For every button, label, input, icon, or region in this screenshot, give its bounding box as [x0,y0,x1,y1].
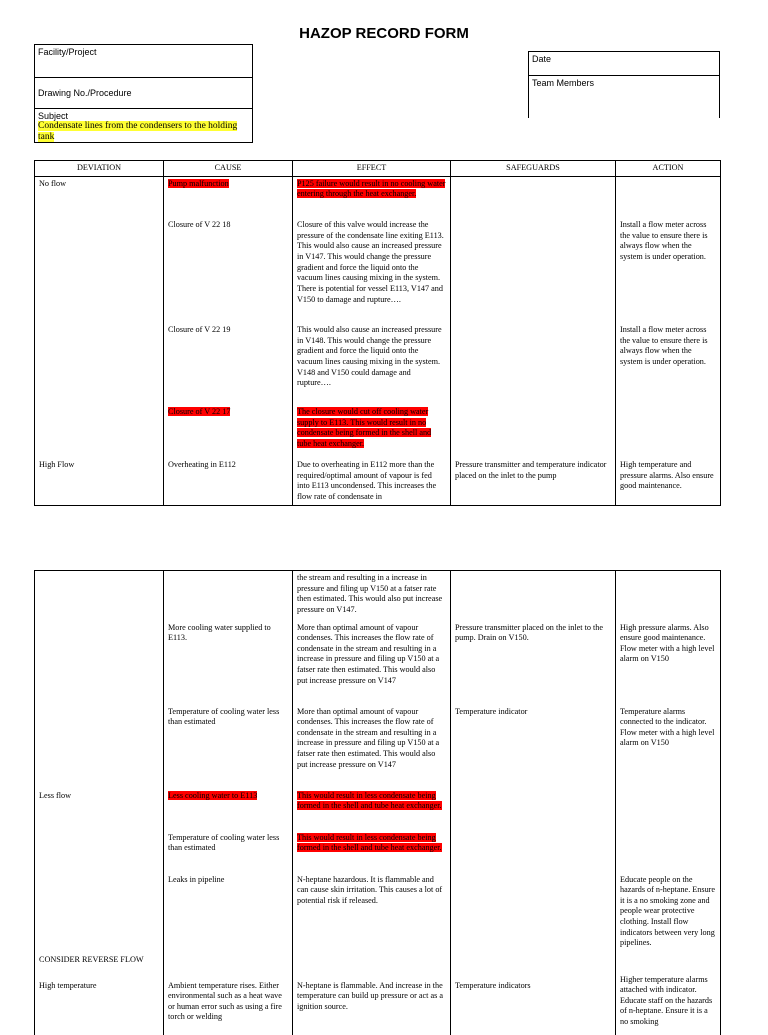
subject-value: Condensate lines from the condensers to the holding tank [38,121,238,142]
safeguards-cell [451,405,616,458]
table-row [35,705,721,789]
effect-cell: More than optimal amount of vapour condenses. This increases the flow rate of condensate in the stream and resulting in a increase in pressure and filing up V150 at a fatser rate then estimated. This would also put increase pressure on V147 [293,621,451,705]
safeguards-cell [451,218,616,323]
deviation-cell: High temperature [35,973,164,1035]
team-members-label: Team Members [532,78,595,88]
safeguards-cell: Temperature indicators [451,973,616,1035]
table-header-row [35,161,721,177]
action-cell: Temperature alarms connected to the indicator. Flow meter with a high level alarm on V150 [616,705,721,789]
cause-cell [164,571,293,621]
cause-cell: Closure of V 22 19 [164,323,293,405]
table-row [35,973,721,1035]
cause-cell: Closure of V 22 17 [164,405,293,458]
column-header: DEVIATION [35,161,164,177]
deviation-cell [35,831,164,873]
column-header: EFFECT [293,161,451,177]
deviation-cell: High Flow [35,458,164,505]
cause-cell: More cooling water supplied to E113. [164,621,293,705]
hazop-table-1 [34,160,721,506]
action-cell: Educate people on the hazards of n-heptane. Ensure it is a no smoking zone and people wear protective clothing. Install flow indicators between very long pipelines. [616,873,721,953]
effect-cell: This would result in less condensate being formed in the shell and tube heat exchanger. [293,789,451,831]
drawing-procedure-field [35,78,252,109]
deviation-cell [35,218,164,323]
table-row [35,571,721,621]
action-cell: High pressure alarms. Also ensure good maintenance. Flow meter with a high level alarm on V150 [616,621,721,705]
column-header: ACTION [616,161,721,177]
left-header-box [34,44,253,143]
action-cell: Install a flow meter across the value to ensure there is always flow when the system is under operation. [616,323,721,405]
form-title: HAZOP RECORD FORM [299,25,469,42]
cause-cell: Leaks in pipeline [164,873,293,953]
effect-cell: Closure of this valve would increase the pressure of the condensate line exiting E113. This would also cause an increased pressure in V147. This would change the pressure gradient and force the liquid onto the vacuum lines causing mixing in the system. There is potential for vessel E113, V147 and V150 to damage and rupture…. [293,218,451,323]
table-row [35,621,721,705]
cause-cell: Ambient temperature rises. Either environmental such as a heat wave or human error such as using a fire torch or welding [164,973,293,1035]
safeguards-cell [451,953,616,973]
effect-cell [293,953,451,973]
safeguards-cell [451,873,616,953]
effect-cell: The closure would cut off cooling water supply to E113. This would result in no condensate being formed in the shell and tube heat exchanger. [293,405,451,458]
table-row [35,873,721,953]
table-row [35,218,721,323]
effect-cell: This would also cause an increased pressure in V148. This would change the pressure gradient and force the liquid onto the vacuum lines causing mixing in the system. V148 and V150 could damage and rupture…. [293,323,451,405]
safeguards-cell: Pressure transmitter placed on the inlet to the pump. Drain on V150. [451,621,616,705]
deviation-cell [35,323,164,405]
safeguards-cell [451,571,616,621]
cause-cell: Pump malfunction [164,176,293,218]
deviation-cell [35,705,164,789]
subject-label: Subject [38,111,69,121]
action-cell: Install a flow meter across the value to ensure there is always flow when the system is under operation. [616,218,721,323]
cause-cell: Less cooling water to E113 [164,789,293,831]
deviation-cell: No flow [35,176,164,218]
table-row [35,458,721,505]
deviation-cell: CONSIDER REVERSE FLOW [35,953,164,973]
table-row [35,831,721,873]
effect-cell: More than optimal amount of vapour condenses. This increases the flow rate of condensate in the stream and resulting in a increase in pressure and filing up V150 at a fatser rate then estimated. This would also put increase pressure on V147 [293,705,451,789]
deviation-cell [35,405,164,458]
team-members-field [529,76,719,118]
table-row [35,953,721,973]
cause-cell: Temperature of cooling water less than estimated [164,831,293,873]
cause-cell: Temperature of cooling water less than estimated [164,705,293,789]
table-row [35,405,721,458]
deviation-cell [35,621,164,705]
deviation-cell: Less flow [35,789,164,831]
action-cell [616,953,721,973]
safeguards-cell [451,176,616,218]
deviation-cell [35,571,164,621]
action-cell [616,176,721,218]
hazop-table-2 [34,570,721,1035]
subject-field [35,109,252,143]
action-cell [616,789,721,831]
table-row [35,176,721,218]
action-cell: Higher temperature alarms attached with indicator. Educate staff on the hazards of n-heptane. Ensure it is a no smoking [616,973,721,1035]
safeguards-cell [451,323,616,405]
safeguards-cell: Temperature indicator [451,705,616,789]
column-header: CAUSE [164,161,293,177]
action-cell: High temperature and pressure alarms. Also ensure good maintenance. [616,458,721,505]
safeguards-cell [451,831,616,873]
facility-project-label: Facility/Project [38,47,97,57]
deviation-cell [35,873,164,953]
cause-cell: Overheating in E112 [164,458,293,505]
effect-cell: Due to overheating in E112 more than the required/optimal amount of vapour is fed into E113 uncondensed. This increases the flow rate of condensate in [293,458,451,505]
cause-cell [164,953,293,973]
table-row [35,789,721,831]
safeguards-cell [451,789,616,831]
facility-project-field [35,45,252,78]
effect-cell: N-heptane is flammable. And increase in the temperature can build up pressure or act as a ignition source. [293,973,451,1035]
action-cell [616,831,721,873]
table-row [35,323,721,405]
effect-cell: N-heptane hazardous. It is flammable and can cause skin irritation. This causes a lot of potential risk if released. [293,873,451,953]
safeguards-cell: Pressure transmitter and temperature indicator placed on the inlet to the pump [451,458,616,505]
effect-cell: This would result in less condensate being formed in the shell and tube heat exchanger. [293,831,451,873]
cause-cell: Closure of V 22 18 [164,218,293,323]
drawing-procedure-label: Drawing No./Procedure [38,88,132,98]
action-cell [616,405,721,458]
date-field [529,52,719,76]
column-header: SAFEGUARDS [451,161,616,177]
right-header-box [528,51,720,118]
action-cell [616,571,721,621]
date-label: Date [532,54,552,64]
effect-cell: P125 failure would result in no cooling water entering through the heat exchanger. [293,176,451,218]
effect-cell: the stream and resulting in a increase in pressure and filing up V150 at a fatser rate then estimated. This would also put increase pressure on V147. [293,571,451,621]
